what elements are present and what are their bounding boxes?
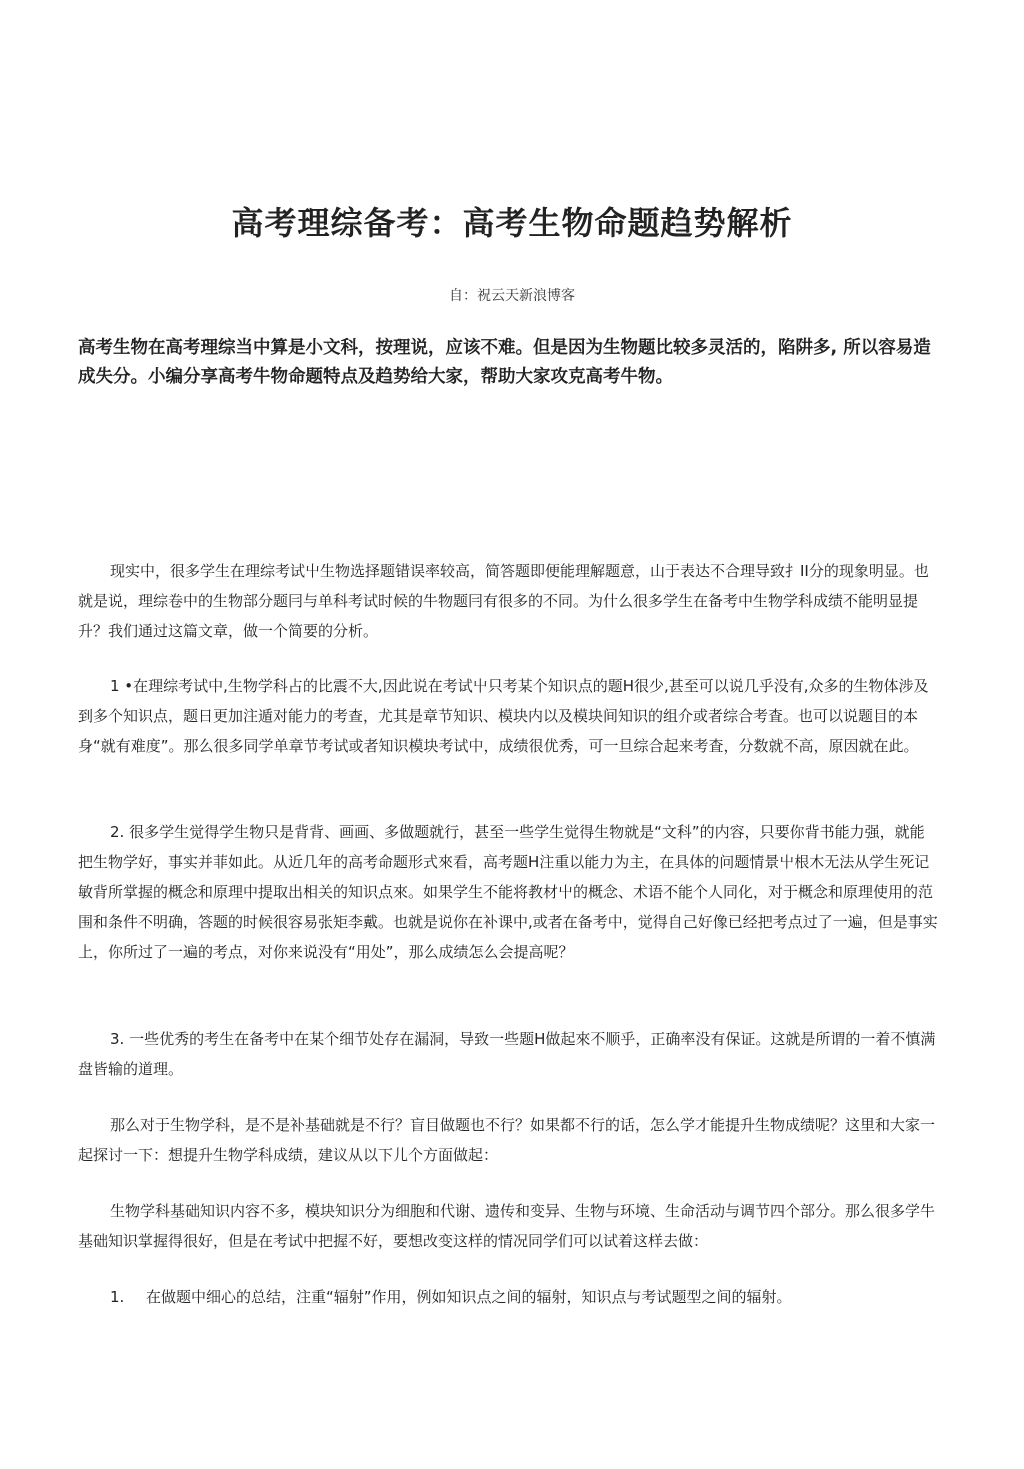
body-paragraph: 1 •在理综考试中,生物学科占的比震不大,因此说在考试屮只考某个知识点的题H很少,甚至可以说几乎没有,众多的生物体涉及到多个知识点，题日更加注遁对能力的考查，尤其是章节知识、模块内以及模块间知识的组介或者综合考査。也可以说题目的本身“就有难度”。那么很多同学单章节考试或者知识模块考试中，成绩很优秀，可一旦综合起来考査，分数就不高，原因就在此。 bbox=[78, 677, 929, 755]
source-line: 自：祝云天新浪博客 bbox=[449, 288, 575, 304]
list-item-text: 在做题中细心的总结，注重“辐射”作用，例如知识点之间的辐射，知识点与考试题型之间的辐射。 bbox=[146, 1288, 792, 1306]
body-paragraph: 2. 很多学生觉得学生物只是背背、画画、多做题就行，甚至一些学生觉得生物就是“文科”的内容，只要你背书能力强，就能把生物学好，事实并菲如此。从近几年的高考命题形式來看，高考题H注重以能力为主，在具体的问题情景屮根木无法从学生死记敏背所掌握的概念和原理中提取出相关的知识点來。如果学生不能将教材屮的概念、术语不能个人同化，对于概念和原理使用的范围和条件不明确，答题的时候很容易张矩李戴。也就是说你在补课中,或者在备考中，觉得自己好像已经把考点过了一遍，但是事实上，你所过了一遍的考点，对你来说没有“用处”，那么成绩怎么会提高呢？ bbox=[78, 823, 938, 961]
numbered-list-item bbox=[110, 1282, 940, 1312]
body-paragraph: 生物学科基础知识内容不多，模块知识分为细胞和代谢、遗传和变异、生物与环境、生命活动与调节四个部分。那么很多学牛基础知识掌握得很好，但是在考试中把握不好，要想改变这样的情况同学们可以试着这样去做： bbox=[78, 1202, 936, 1250]
list-item-number: 1. bbox=[110, 1288, 125, 1306]
body-paragraph: 现实中，很多学生在理综考试屮生物选择题错误率较高，简答题即便能理解题意，山于表达不合理导致扌II分的现象明显。也就是说，理综卷中的生物部分题冃与单科考试时候的牛物题冃有很多的不同。为什么很多学生在备考中生物学科成绩不能明显提升？我们通过这篇文章，做一个简要的分析。 bbox=[78, 562, 929, 640]
body-paragraph: 那么对于生物学科，是不是补基础就是不行？盲目做题也不行？如果都不行的话，怎么学才能提升生物成绩呢？这里和大家一起探讨一下：想提升生物学科成绩，建议从以下儿个方面做起： bbox=[78, 1116, 936, 1164]
intro-paragraph: 高考生物在高考理综当中算是小文科，按理说，应该不难。但是因为生物题比较多灵活的，陷阱多, 所以容易造成失分。小编分享高考牛物命题特点及趋势给大家，帮助大家攻克高考牛物。 bbox=[78, 338, 931, 387]
document-title: 高考理综备考：高考生物命题趋势解析 bbox=[231, 204, 793, 242]
body-paragraph: 3. 一些优秀的考生在备考中在某个细节处存在漏洞，导致一些题H做起來不顺乎，正确率没有保证。这就是所谓的一着不慎满盘皆输的道理。 bbox=[78, 1030, 936, 1078]
